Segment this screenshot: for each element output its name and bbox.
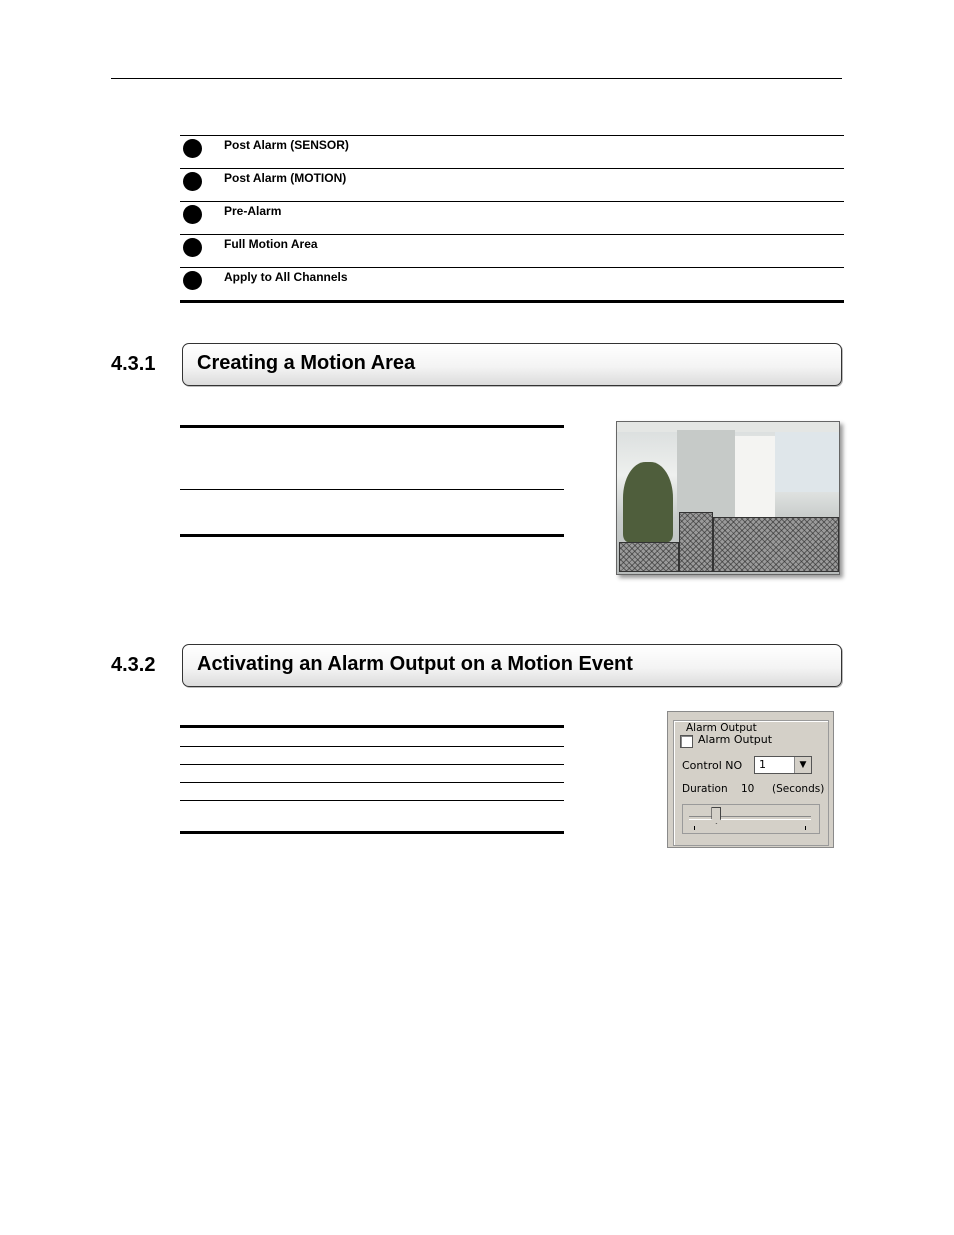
legend-label: Apply to All Channels [224, 270, 348, 284]
legend-table [180, 135, 844, 303]
legend-row [180, 235, 844, 268]
table-rule [180, 725, 564, 728]
legend-label: Post Alarm (SENSOR) [224, 138, 349, 152]
duration-slider[interactable] [682, 804, 820, 834]
duration-unit: (Seconds) [772, 783, 825, 795]
table-rule [180, 831, 564, 834]
legend-label: Post Alarm (MOTION) [224, 171, 347, 185]
table-rule [180, 746, 564, 747]
motion-area-grid [679, 512, 713, 572]
legend-row [180, 169, 844, 202]
doorway [677, 430, 735, 520]
callout-marker-icon [183, 139, 202, 158]
camera-motion-area-image [616, 421, 840, 575]
legend-label: Full Motion Area [224, 237, 318, 251]
legend-row [180, 202, 844, 235]
plant [623, 462, 673, 542]
alarm-output-checkbox-label[interactable]: Alarm Output [698, 733, 773, 746]
legend-row [180, 136, 844, 169]
chevron-down-icon[interactable]: ▼ [794, 757, 811, 773]
duration-value: 10 [741, 783, 755, 795]
motion-area-grid [619, 542, 679, 572]
header-rule [111, 78, 842, 79]
table-rule [180, 782, 564, 783]
legend-row [180, 268, 844, 300]
slider-track[interactable] [689, 816, 811, 820]
table-rule [180, 489, 564, 490]
alarm-output-dialog [667, 711, 834, 848]
section-number: 4.3.1 [111, 353, 156, 375]
table-rule [180, 534, 564, 537]
group-title: Alarm Output [686, 722, 757, 734]
slider-tick [694, 826, 695, 830]
slider-tick [805, 826, 806, 830]
legend-label: Pre-Alarm [224, 204, 282, 218]
section-heading-box [182, 343, 842, 386]
control-no-value: 1 [759, 758, 766, 771]
alarm-output-checkbox[interactable] [680, 735, 693, 748]
section-heading-box [182, 644, 842, 687]
control-no-label: Control NO [682, 759, 743, 772]
callout-marker-icon [183, 172, 202, 191]
callout-marker-icon [183, 271, 202, 290]
wall [735, 436, 775, 524]
motion-area-grid [713, 517, 839, 572]
table-rule [180, 800, 564, 801]
callout-marker-icon [183, 205, 202, 224]
duration-label: Duration [682, 783, 728, 795]
section-title: Activating an Alarm Output on a Motion Event [197, 653, 633, 675]
control-no-select[interactable] [754, 756, 812, 774]
table-rule [180, 764, 564, 765]
section-number: 4.3.2 [111, 654, 156, 676]
slider-thumb[interactable] [711, 807, 721, 824]
table-rule [180, 425, 564, 428]
window [775, 432, 839, 492]
section-title: Creating a Motion Area [197, 352, 416, 374]
callout-marker-icon [183, 238, 202, 257]
